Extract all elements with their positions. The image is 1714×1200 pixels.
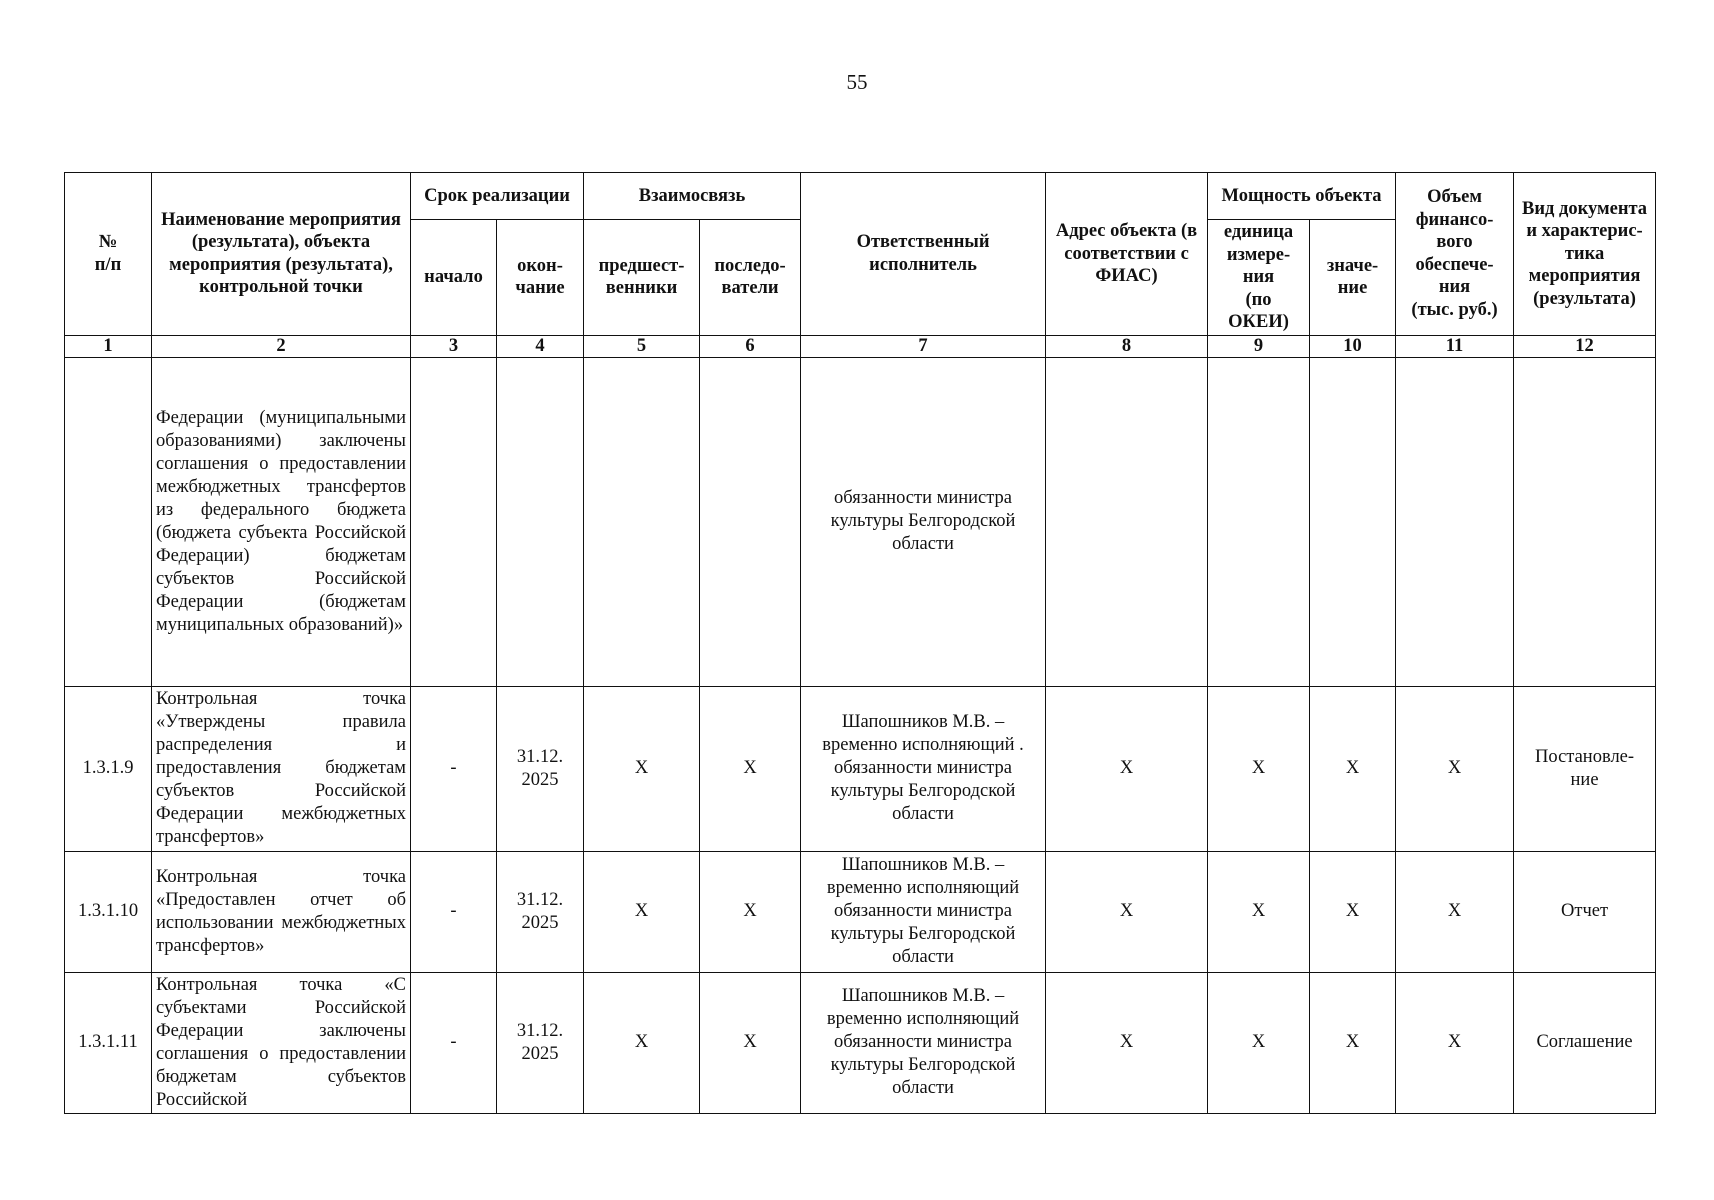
row-name: Контрольная точка «С субъектами Российской Федерации заключены соглашения о предоставлении бюджетам субъектов Российской bbox=[152, 972, 411, 1113]
header-address: Адрес объекта (в соответствии с ФИАС) bbox=[1046, 173, 1208, 336]
header-term: Срок реализации bbox=[411, 173, 584, 220]
row-unit: X bbox=[1208, 686, 1310, 851]
row-start: - bbox=[411, 851, 497, 972]
table-row bbox=[65, 972, 1656, 1113]
column-number: 8 bbox=[1046, 335, 1208, 357]
row-value: X bbox=[1310, 972, 1396, 1113]
row-next bbox=[700, 357, 801, 686]
row-name: Федерации (муниципальными образованиями) заключены соглашения о предоставлении межбюджетных трансфертов из федерального бюджета (бюджета субъекта Российской Федерации) бюджетам субъектов Российской Федерации (бюджетам муниципальных образований)» bbox=[152, 357, 411, 686]
header-num: № п/п bbox=[65, 173, 152, 336]
table-row bbox=[65, 851, 1656, 972]
row-value bbox=[1310, 357, 1396, 686]
row-responsible: Шапошников М.В. – временно исполняющий . обязанности министра культуры Белгородской области bbox=[801, 686, 1046, 851]
header-name: Наименование мероприятия (результата), объекта мероприятия (результата), контрольной точки bbox=[152, 173, 411, 336]
row-value: X bbox=[1310, 851, 1396, 972]
row-end: 31.12. 2025 bbox=[497, 686, 584, 851]
row-start: - bbox=[411, 972, 497, 1113]
table-row bbox=[65, 357, 1656, 686]
row-unit: X bbox=[1208, 851, 1310, 972]
row-num: 1.3.1.9 bbox=[65, 686, 152, 851]
row-next: X bbox=[700, 972, 801, 1113]
header-capacity: Мощность объекта bbox=[1208, 173, 1396, 220]
column-number: 11 bbox=[1396, 335, 1514, 357]
row-unit: X bbox=[1208, 972, 1310, 1113]
column-number: 3 bbox=[411, 335, 497, 357]
row-address: X bbox=[1046, 686, 1208, 851]
header-term-end: окон- чание bbox=[497, 220, 584, 336]
row-next: X bbox=[700, 851, 801, 972]
row-responsible: Шапошников М.В. – временно исполняющий обязанности министра культуры Белгородской области bbox=[801, 851, 1046, 972]
row-responsible: обязанности министра культуры Белгородской области bbox=[801, 357, 1046, 686]
row-end: 31.12. 2025 bbox=[497, 972, 584, 1113]
row-address: X bbox=[1046, 851, 1208, 972]
header-row-top bbox=[65, 173, 1656, 220]
row-next: X bbox=[700, 686, 801, 851]
row-responsible: Шапошников М.В. – временно исполняющий обязанности министра культуры Белгородской области bbox=[801, 972, 1046, 1113]
row-prev bbox=[584, 357, 700, 686]
row-doc: Отчет bbox=[1514, 851, 1656, 972]
row-finance: X bbox=[1396, 972, 1514, 1113]
header-capacity-value: значе- ние bbox=[1310, 220, 1396, 336]
row-finance: X bbox=[1396, 851, 1514, 972]
table-row bbox=[65, 686, 1656, 851]
header-doc: Вид документа и характерис- тика мероприятия (результата) bbox=[1514, 173, 1656, 336]
column-number: 4 bbox=[497, 335, 584, 357]
column-number: 1 bbox=[65, 335, 152, 357]
row-name: Контрольная точка «Предоставлен отчет об использовании межбюджетных трансфертов» bbox=[152, 851, 411, 972]
row-end bbox=[497, 357, 584, 686]
column-number: 12 bbox=[1514, 335, 1656, 357]
row-prev: X bbox=[584, 851, 700, 972]
row-start bbox=[411, 357, 497, 686]
column-number-row bbox=[65, 335, 1656, 357]
row-end: 31.12. 2025 bbox=[497, 851, 584, 972]
row-num: 1.3.1.11 bbox=[65, 972, 152, 1113]
header-link: Взаимосвязь bbox=[584, 173, 801, 220]
row-num: 1.3.1.10 bbox=[65, 851, 152, 972]
header-capacity-unit: единица измере- ния (по ОКЕИ) bbox=[1208, 220, 1310, 336]
header-link-prev: предшест- венники bbox=[584, 220, 700, 336]
row-doc bbox=[1514, 357, 1656, 686]
column-number: 5 bbox=[584, 335, 700, 357]
header-term-start: начало bbox=[411, 220, 497, 336]
row-name: Контрольная точка «Утверждены правила распределения и предоставления бюджетам субъектов Российской Федерации межбюджетных трансфертов» bbox=[152, 686, 411, 851]
column-number: 6 bbox=[700, 335, 801, 357]
column-number: 10 bbox=[1310, 335, 1396, 357]
row-doc: Постановле- ние bbox=[1514, 686, 1656, 851]
row-unit bbox=[1208, 357, 1310, 686]
header-finance: Объем финансо- вого обеспече- ния (тыс. руб.) bbox=[1396, 173, 1514, 336]
header-responsible: Ответственный исполнитель bbox=[801, 173, 1046, 336]
column-number: 9 bbox=[1208, 335, 1310, 357]
row-address bbox=[1046, 357, 1208, 686]
row-doc: Соглашение bbox=[1514, 972, 1656, 1113]
row-prev: X bbox=[584, 686, 700, 851]
row-num bbox=[65, 357, 152, 686]
activity-plan-table bbox=[64, 172, 1656, 1114]
column-number: 2 bbox=[152, 335, 411, 357]
row-finance: X bbox=[1396, 686, 1514, 851]
row-value: X bbox=[1310, 686, 1396, 851]
row-finance bbox=[1396, 357, 1514, 686]
row-address: X bbox=[1046, 972, 1208, 1113]
page-number: 55 bbox=[846, 70, 868, 94]
row-prev: X bbox=[584, 972, 700, 1113]
header-link-next: последо- ватели bbox=[700, 220, 801, 336]
row-start: - bbox=[411, 686, 497, 851]
column-number: 7 bbox=[801, 335, 1046, 357]
